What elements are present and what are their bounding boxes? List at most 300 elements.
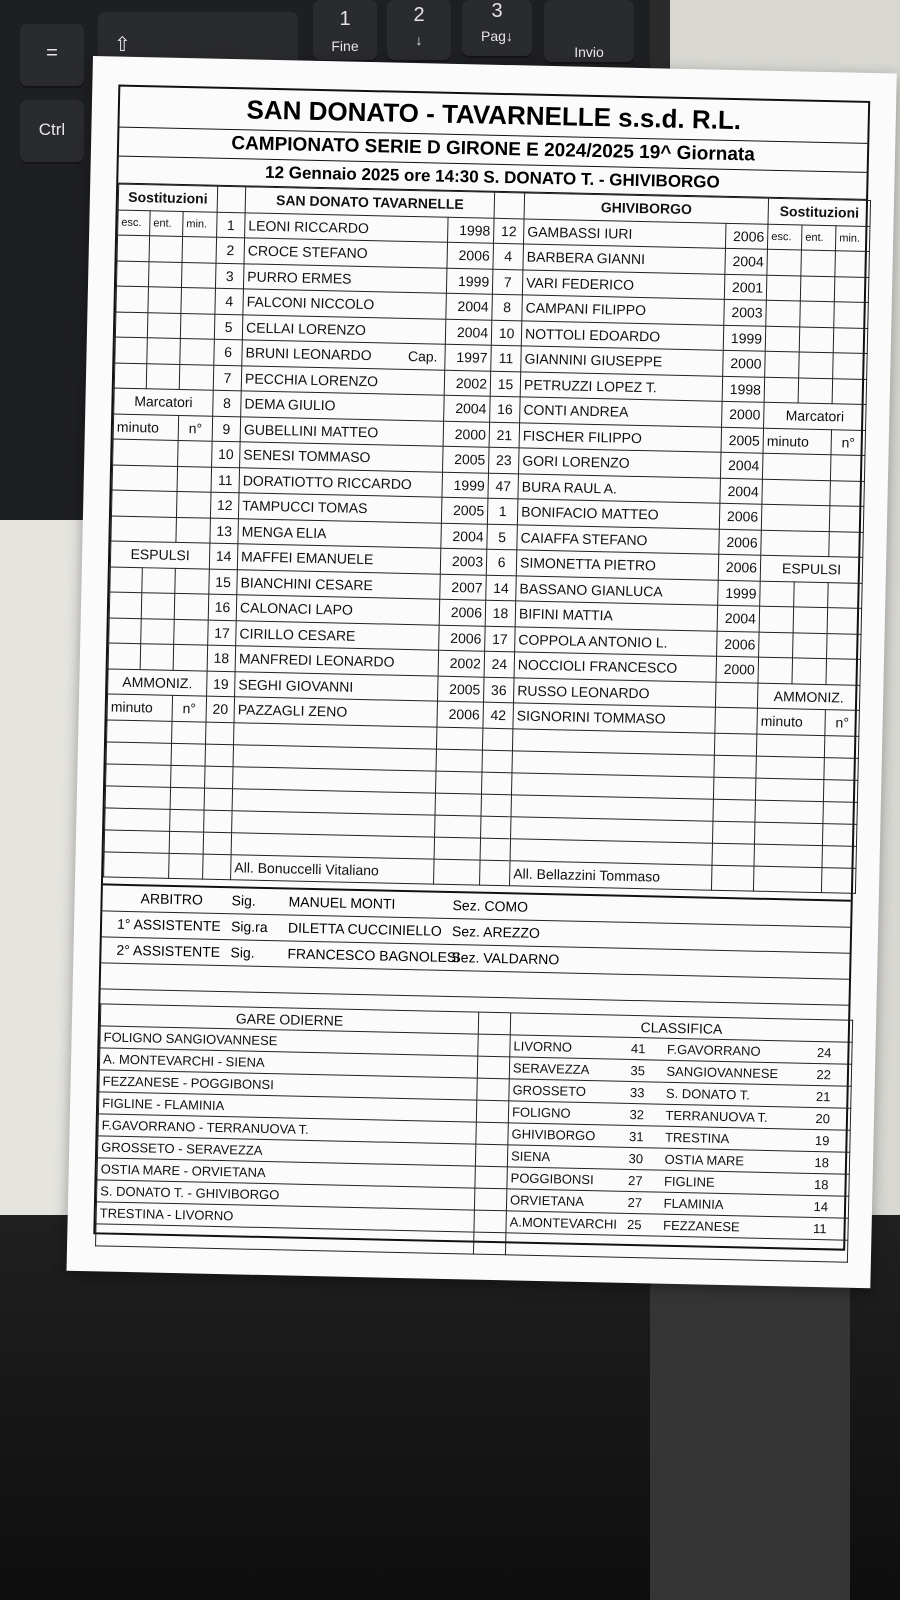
away-blank-cell <box>834 276 869 302</box>
away-sostituzioni-label: Sostituzioni <box>768 198 871 226</box>
roster-blank-cell <box>203 832 231 855</box>
home-blank-cell <box>146 363 180 389</box>
away-blank-cell <box>767 249 802 275</box>
home-player-name-text: LEONI RICCARDO <box>248 217 370 236</box>
home-blank-cell <box>181 262 216 288</box>
home-birth-year: 2004 <box>445 319 492 345</box>
roster-blank-cell <box>713 777 755 800</box>
standings-points: 27 <box>625 1169 661 1192</box>
home-coach: All. Bonuccelli Vitaliano <box>231 854 435 884</box>
standings-points: 18 <box>811 1173 849 1196</box>
away-birth-year <box>715 707 758 733</box>
away-blank-cell <box>799 326 834 352</box>
home-player-name-text: MANFREDI LEONARDO <box>238 650 395 670</box>
away-shirt-number: 17 <box>485 626 516 652</box>
away-birth-year: 1998 <box>722 376 765 402</box>
home-blank-cell <box>182 236 217 262</box>
home-shirt-number: 4 <box>215 288 244 314</box>
standings-points: 35 <box>627 1059 663 1082</box>
home-minute-cell <box>104 851 170 878</box>
key-2-label: 2 <box>413 4 425 26</box>
standings-points: 18 <box>811 1151 849 1174</box>
away-birth-year: 1999 <box>718 580 761 606</box>
away-shirt-number: 14 <box>486 575 517 601</box>
home-number-cell <box>178 440 213 466</box>
away-blank-cell <box>835 251 870 277</box>
standings-team: SANGIOVANNESE <box>663 1060 813 1085</box>
away-number-cell <box>823 801 858 824</box>
equals-key[interactable] <box>20 24 84 88</box>
away-minute-cell <box>755 822 823 845</box>
away-shirt-number: 47 <box>488 473 519 499</box>
home-shirt-number: 13 <box>210 518 239 544</box>
away-player-name: PETRUZZI LOPEZ T. <box>520 371 723 401</box>
roster-blank-cell <box>205 744 233 767</box>
home-shirt-number: 6 <box>214 339 243 365</box>
key-3[interactable] <box>462 0 532 58</box>
away-shirt-number: 36 <box>484 677 515 703</box>
away-player-name: BASSANO GIANLUCA <box>516 575 719 605</box>
away-birth-year: 2003 <box>724 299 767 325</box>
key-2-sublabel: ↓ <box>415 32 423 48</box>
standings-points: 14 <box>810 1195 848 1218</box>
home-birth-year: 2002 <box>444 370 491 396</box>
away-blank-cell <box>758 657 793 683</box>
roster-blank-cell <box>204 810 232 833</box>
home-shirt-number: 19 <box>207 671 236 697</box>
sheet-title: SAN DONATO - TAVARNELLE s.s.d. R.L. <box>119 87 868 144</box>
away-shirt-number: 16 <box>490 396 521 422</box>
away-player-name: CAMPANI FILIPPO <box>522 295 725 325</box>
classifica-header: CLASSIFICA <box>510 1013 852 1042</box>
home-birth-year: 2005 <box>443 446 490 472</box>
standings-team: FLAMINIA <box>660 1192 810 1217</box>
enter-key[interactable] <box>544 0 634 64</box>
official-role: ARBITRO <box>140 890 204 908</box>
home-player-name-text: PECCHIA LORENZO <box>244 370 379 390</box>
away-player-name: CONTI ANDREA <box>520 397 723 427</box>
official-sez: Sez. COMO <box>452 897 529 915</box>
roster-blank-cell <box>713 799 755 822</box>
home-min-header: min. <box>183 211 218 237</box>
away-shirt-number: 7 <box>492 269 523 295</box>
standings-team: F.GAVORRANO <box>664 1038 814 1063</box>
away-shirt-number: 10 <box>491 320 522 346</box>
home-blank-cell <box>115 312 148 338</box>
enter-key-label: Invio <box>574 44 604 60</box>
key-2[interactable] <box>387 0 451 62</box>
home-player-name-text: CALONACI LAPO <box>239 599 354 619</box>
separator-cell <box>473 1232 505 1255</box>
away-number-cell <box>829 531 864 557</box>
fixture-match: A. MONTEVARCHI - SIENA <box>99 1048 477 1078</box>
home-shirt-number: 1 <box>217 212 246 238</box>
standings-team: SIENA <box>507 1145 625 1170</box>
away-player-name: GAMBASSI IURI <box>524 218 727 248</box>
away-birth-year: 2006 <box>718 554 761 580</box>
home-blank-cell <box>115 337 148 363</box>
away-blank-cell <box>800 301 835 327</box>
away-blank-cell <box>759 606 794 632</box>
away-player-name: BONIFACIO MATTEO <box>517 499 720 529</box>
fixtures-standings-table <box>95 1003 853 1262</box>
home-birth-year: 2005 <box>438 676 485 702</box>
roster-blank-cell <box>436 749 482 772</box>
away-blank-cell <box>798 377 833 403</box>
home-blank-cell <box>174 619 209 645</box>
roster-blank-cell <box>714 755 756 778</box>
away-birth-year: 2004 <box>725 248 768 274</box>
away-birth-year: 2006 <box>719 529 762 555</box>
away-esc-header: esc. <box>768 224 803 250</box>
home-minute-cell <box>112 465 178 492</box>
away-birth-year: 2004 <box>720 478 763 504</box>
key-1-label: 1 <box>339 8 351 30</box>
separator-cell <box>478 1034 510 1057</box>
home-birth-year: 2006 <box>437 701 484 727</box>
official-name: MANUEL MONTI <box>288 893 396 912</box>
roster-blank-cell <box>714 733 756 756</box>
home-player-name-text: DORATIOTTO RICCARDO <box>242 472 412 492</box>
roster-blank-cell <box>712 843 754 866</box>
home-minute-cell <box>106 763 171 786</box>
standings-team: GROSSETO <box>509 1079 627 1104</box>
away-number-cell <box>824 757 859 780</box>
home-blank-cell <box>147 312 181 338</box>
away-birth-year: 2006 <box>719 503 762 529</box>
home-blank-cell <box>148 261 182 287</box>
key-1[interactable] <box>313 0 377 62</box>
away-coach: All. Bellazzini Tommaso <box>510 860 713 890</box>
roster-blank-cell <box>711 865 754 891</box>
away-shirt-number: 12 <box>494 218 525 244</box>
away-blank-cell <box>828 582 863 608</box>
home-blank-cell <box>114 363 147 389</box>
away-blank-cell <box>793 607 828 633</box>
away-birth-year: 2000 <box>723 350 766 376</box>
key-1-sublabel: Fine <box>331 38 359 54</box>
away-blank-cell <box>833 353 868 379</box>
away-blank-cell <box>760 581 795 607</box>
roster-blank-cell <box>434 859 481 885</box>
home-blank-cell <box>141 618 175 644</box>
standings-team: FEZZANESE <box>660 1214 810 1239</box>
away-team-name: GHIVIBORGO <box>524 193 769 224</box>
home-minute-cell <box>105 785 170 808</box>
home-birth-year: 2004 <box>446 293 493 319</box>
away-birth-year: 2005 <box>721 427 764 453</box>
away-birth-year <box>715 682 758 708</box>
away-blank-cell <box>764 377 799 403</box>
home-blank-cell <box>175 568 210 594</box>
fixture-match: FIGLINE - FLAMINIA <box>98 1092 476 1122</box>
match-sheet <box>66 56 896 1288</box>
fixture-match: OSTIA MARE - ORVIETANA <box>97 1158 475 1188</box>
home-marcatori-label: Marcatori <box>114 388 214 416</box>
home-blank-cell <box>109 617 142 643</box>
home-shirt-number: 18 <box>207 645 236 671</box>
away-number-cell <box>829 506 864 532</box>
separator-cell <box>476 1122 508 1145</box>
official-role: 1° ASSISTENTE <box>116 915 221 934</box>
away-marcatori-label: Marcatori <box>764 402 867 430</box>
away-blank-cell <box>765 326 800 352</box>
separator-cell <box>476 1100 508 1123</box>
away-player-name: NOCCIOLI FRANCESCO <box>514 652 717 682</box>
away-minute-cell <box>756 756 824 779</box>
official-name: FRANCESCO BAGNOLESI <box>287 945 461 966</box>
official-title: Sig.ra <box>230 918 268 936</box>
standings-team: FOLIGNO <box>508 1101 626 1126</box>
away-min-header: min. <box>835 225 870 251</box>
away-blank-cell <box>834 302 869 328</box>
home-blank-cell <box>180 313 215 339</box>
away-shirt-number: 24 <box>484 651 515 677</box>
roster-blank-cell <box>205 766 233 789</box>
gare-odierne-header: GARE ODIERNE <box>100 1004 478 1034</box>
home-birth-year: 2004 <box>441 523 488 549</box>
away-shirt-number: 15 <box>490 371 521 397</box>
away-blank-cell <box>799 352 834 378</box>
standings-points: 32 <box>626 1103 662 1126</box>
away-shirt-number: 11 <box>491 345 522 371</box>
home-esc-header: esc. <box>118 210 151 236</box>
separator-cell <box>475 1144 507 1167</box>
chair-armrest <box>650 1250 850 1600</box>
home-espulsi-label: ESPULSI <box>110 541 210 569</box>
away-player-name: NOTTOLI EDOARDO <box>521 320 724 350</box>
roster-blank-cell <box>480 860 511 886</box>
home-blank-cell <box>117 235 150 261</box>
key-3-sublabel: Pag↓ <box>481 28 513 44</box>
away-number-cell <box>830 455 865 481</box>
roster-blank-cell <box>437 727 483 750</box>
home-birth-year: 1999 <box>442 472 489 498</box>
home-number-cell <box>176 517 211 543</box>
standings-team: POGGIBONSI <box>507 1167 625 1192</box>
home-shirt-number: 3 <box>215 263 244 289</box>
away-blank-cell <box>765 351 800 377</box>
ctrl-key-label: Ctrl <box>38 120 66 139</box>
home-player-name-text: SENESI TOMMASO <box>243 446 371 466</box>
away-blank-cell <box>826 659 861 685</box>
home-blank-cell <box>142 567 176 593</box>
roster-num-header-away <box>494 192 525 218</box>
separator-cell <box>477 1056 509 1079</box>
home-player-name-text: GUBELLINI MATTEO <box>243 421 379 441</box>
away-birth-year: 1999 <box>723 325 766 351</box>
separator-cell <box>474 1210 506 1233</box>
standings-team: GHIVIBORGO <box>508 1123 626 1148</box>
standings-points: 31 <box>626 1125 662 1148</box>
standings-team: SERAVEZZA <box>509 1057 627 1082</box>
away-minute-cell <box>754 866 823 893</box>
home-number-cell <box>169 853 204 879</box>
home-blank-cell <box>140 644 174 670</box>
standings-team: S. DONATO T. <box>663 1082 813 1107</box>
away-minute-cell <box>762 479 831 506</box>
home-number-cell <box>176 491 211 517</box>
home-blank-cell <box>174 593 209 619</box>
away-player-name: COPPOLA ANTONIO L. <box>515 626 718 656</box>
away-blank-cell <box>801 250 836 276</box>
home-number-cell <box>169 831 204 854</box>
key-3-label: 3 <box>491 0 503 22</box>
home-blank-cell <box>149 236 183 262</box>
roster-blank-cell <box>480 838 510 861</box>
away-shirt-number: 23 <box>489 447 520 473</box>
home-birth-year: 2006 <box>439 625 486 651</box>
home-shirt-number: 15 <box>209 569 238 595</box>
officials-section <box>101 883 851 1005</box>
home-blank-cell <box>116 286 149 312</box>
away-ammoniz-label: AMMONIZ. <box>757 683 860 711</box>
away-shirt-number: 6 <box>486 549 517 575</box>
home-player-name-text: SEGHI GIOVANNI <box>238 676 354 695</box>
home-ammoniz-minuto: minuto <box>107 694 173 721</box>
roster-blank-cell <box>481 794 511 817</box>
roster-blank-cell <box>435 815 481 838</box>
home-player-name-text: BRUNI LEONARDO <box>245 344 372 364</box>
away-player-name: FISCHER FILIPPO <box>519 422 722 452</box>
home-blank-cell <box>147 338 181 364</box>
home-birth-year: 1997 <box>445 344 492 370</box>
home-shirt-number: 20 <box>206 696 235 722</box>
standings-points: 27 <box>624 1191 660 1214</box>
away-number-cell <box>824 735 859 758</box>
away-number-cell <box>822 845 857 868</box>
home-shirt-number: 7 <box>213 365 242 391</box>
fixture-match: F.GAVORRANO - TERRANUOVA T. <box>98 1114 476 1144</box>
home-player-name-text: CELLAI LORENZO <box>245 319 367 338</box>
home-ent-header: ent. <box>150 210 184 236</box>
separator-cell <box>475 1166 507 1189</box>
home-shirt-number: 14 <box>209 543 238 569</box>
home-number-cell <box>170 809 205 832</box>
home-birth-year: 2003 <box>440 548 487 574</box>
home-shirt-number: 10 <box>212 441 241 467</box>
away-ammoniz-n: n° <box>825 710 860 736</box>
away-blank-cell <box>766 275 801 301</box>
sheet-subtitle: CAMPIONATO SERIE D GIRONE E 2024/2025 19^ Giornata <box>119 128 867 173</box>
away-minute-cell <box>755 778 823 801</box>
home-birth-year: 1998 <box>448 217 495 243</box>
away-blank-cell <box>832 378 867 404</box>
official-name: DILETTA CUCCINIELLO <box>287 919 442 939</box>
standings-team: TRESTINA <box>662 1126 812 1151</box>
away-birth-year: 2006 <box>717 631 760 657</box>
home-blank-cell <box>180 338 215 364</box>
home-blank-cell <box>108 643 141 669</box>
home-birth-year: 2005 <box>441 497 488 523</box>
roster-blank-cell <box>482 750 512 773</box>
match-line: 12 Gennaio 2025 ore 14:30 S. DONATO T. - GHIVIBORGO <box>118 157 866 200</box>
away-birth-year: 2001 <box>724 274 767 300</box>
separator-cell <box>474 1188 506 1211</box>
standings-points: 30 <box>625 1147 661 1170</box>
home-player-name-text: DEMA GIULIO <box>244 395 336 414</box>
away-blank-cell <box>827 608 862 634</box>
away-shirt-number: 42 <box>483 702 514 728</box>
away-player-name: SIMONETTA PIETRO <box>516 550 719 580</box>
home-blank-cell <box>110 567 143 593</box>
standings-points: 21 <box>813 1085 851 1108</box>
away-minute-cell <box>754 844 822 867</box>
home-minute-cell <box>107 719 172 742</box>
away-shirt-number: 21 <box>489 422 520 448</box>
away-birth-year: 2000 <box>722 401 765 427</box>
ctrl-key[interactable] <box>20 100 84 164</box>
away-birth-year: 2006 <box>726 223 769 249</box>
fixture-match: TRESTINA - LIVORNO <box>96 1202 474 1232</box>
sheet-frame <box>93 85 870 1251</box>
roster-blank-cell <box>436 771 482 794</box>
away-blank-cell <box>759 632 794 658</box>
away-number-cell <box>823 779 858 802</box>
standings-team: TERRANUOVA T. <box>662 1104 812 1129</box>
away-minute-cell <box>763 453 832 480</box>
home-minute-cell <box>111 490 177 517</box>
home-blank-cell <box>181 287 216 313</box>
home-shirt-number: 12 <box>210 492 239 518</box>
standings-team: FIGLINE <box>661 1170 811 1195</box>
away-player-name: GORI LORENZO <box>519 448 722 478</box>
standings-points: 20 <box>812 1107 850 1130</box>
away-player-name: VARI FEDERICO <box>522 269 725 299</box>
home-marcatori-minuto: minuto <box>113 414 179 441</box>
home-number-cell <box>172 721 207 744</box>
away-player-name: BARBERA GIANNI <box>523 244 726 274</box>
home-minute-cell <box>106 741 171 764</box>
away-blank-cell <box>794 581 829 607</box>
home-player-name-text: TAMPUCCI TOMAS <box>242 497 368 517</box>
home-player-name-text: MENGA ELIA <box>241 523 327 541</box>
away-shirt-number: 1 <box>487 498 518 524</box>
home-number-cell <box>177 466 212 492</box>
away-espulsi-label: ESPULSI <box>760 555 863 583</box>
home-minute-cell <box>104 829 169 852</box>
home-player-name-text: FALCONI NICCOLO <box>246 293 375 313</box>
away-ammoniz-minuto: minuto <box>757 708 826 735</box>
home-shirt-number: 8 <box>213 390 242 416</box>
home-birth-year: 2004 <box>444 395 491 421</box>
roster-blank-cell <box>206 722 234 745</box>
fixture-match: FOLIGNO SANGIOVANNESE <box>100 1026 478 1056</box>
away-blank-cell <box>800 275 835 301</box>
roster-blank-cell <box>483 728 513 751</box>
home-blank-cell <box>141 593 175 619</box>
away-birth-year: 2004 <box>717 605 760 631</box>
home-shirt-number: 16 <box>208 594 237 620</box>
fixture-match: FEZZANESE - POGGIBONSI <box>99 1070 477 1100</box>
standings-points: 24 <box>814 1041 852 1064</box>
roster-blank-cell <box>435 793 481 816</box>
roster-blank-cell <box>434 837 480 860</box>
home-shirt-number: 9 <box>212 416 241 442</box>
official-sez: Sez. AREZZO <box>451 923 541 941</box>
official-title: Sig. <box>231 892 256 909</box>
away-birth-year: 2000 <box>716 656 759 682</box>
home-blank-cell <box>148 287 182 313</box>
official-title: Sig. <box>230 944 255 961</box>
away-blank-cell <box>793 632 828 658</box>
away-shirt-number: 5 <box>487 524 518 550</box>
standings-team: OSTIA MARE <box>661 1148 811 1173</box>
home-blank-cell <box>109 592 142 618</box>
away-blank-cell <box>827 633 862 659</box>
standings-points: 11 <box>810 1217 848 1240</box>
home-player-name-text: BIANCHINI CESARE <box>240 574 373 593</box>
